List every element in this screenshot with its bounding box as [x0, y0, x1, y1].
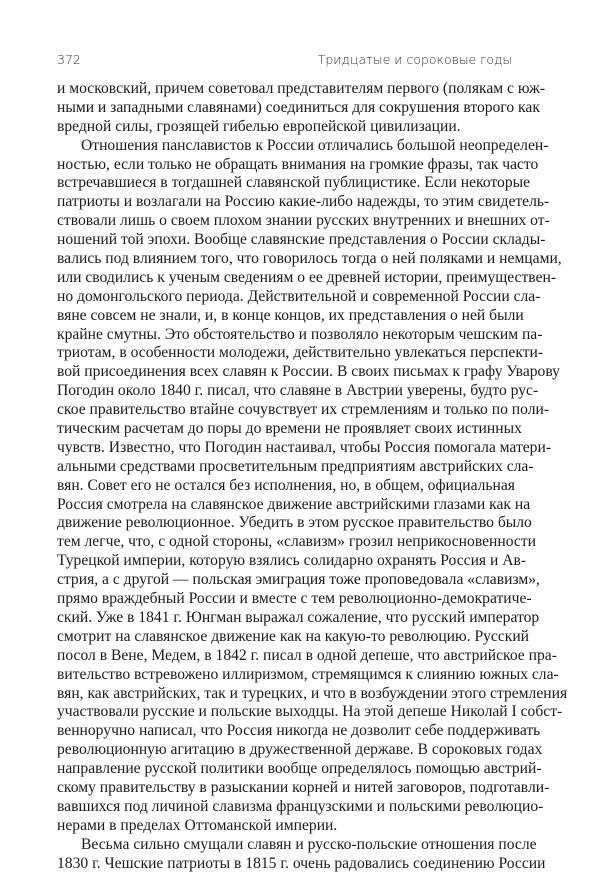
text-line: вредной силы, грозящей гибелью европейской цивилизации. [57, 117, 461, 135]
text-line: альными средствами просветительным предприятиям австрийских сла- [57, 457, 534, 475]
text-line: или сводились к ученым сведениям о ее древней истории, преимуществен- [57, 268, 557, 286]
text-line: ское правительство втайне сочувствует их стремлениям и только по поли- [57, 401, 550, 419]
body-text [57, 80, 568, 873]
text-line: ностью, если только не обращать внимания на громкие фразы, так часто [57, 155, 539, 173]
text-line: Погодин около 1840 г. писал, что славяне в Австрии уверены, будто рус- [57, 382, 539, 400]
text-line: направление русской политики вообще определялось помощью австрий- [57, 760, 542, 778]
text-line: нерами в пределах Оттоманской империи. [57, 816, 338, 834]
text-line: Отношения панславистов к России отличались большой неопределен- [81, 136, 549, 154]
text-line: вались под влиянием того, что говорилось тогда о ней поляками и немцами, [57, 250, 562, 268]
text-line: и московский, причем советовал представителям первого (полякам с юж- [57, 80, 546, 97]
text-line: стрия, а с другой — польская эмиграция тоже проповедовала «славизм», [57, 571, 540, 589]
text-line: прямо враждебный России и вместе с тем революционно-демократиче- [57, 590, 532, 608]
text-line: венноручно написал, что Россия никогда не дозволит себе поддерживать [57, 722, 541, 740]
text-line: крайне смутны. Это обстоятельство и позволяло некоторым чешским па- [57, 325, 543, 343]
text-line: Весьма сильно смущали славян и русско-польские отношения после [81, 835, 537, 853]
text-line: тическим расчетам до поры до времени не проявляет своих истинных [57, 420, 522, 438]
text-line: встречавшиеся в тогдашней славянской публицистике. Если некоторые [57, 174, 531, 192]
text-line: вительство встревожено иллиризмом, стремящимся к слиянию южных сла- [57, 665, 559, 683]
text-line: вяне совсем не знали, и, в конце концов, их представления о ней были [57, 306, 524, 324]
text-line: патриоты и возлагали на Россию какие-либо надежды, то этим свидетель- [57, 193, 550, 211]
text-line: движение революционное. Убедить в этом русское правительство было [57, 514, 532, 532]
text-line: ский. Уже в 1841 г. Юнгман выражал сожаление, что русский император [57, 608, 540, 626]
text-line: Россия смотрела на славянское движение австрийскими глазами как на [57, 495, 531, 513]
text-line: тем легче, что, с одной стороны, «славизм» грозил неприкосновенности [57, 533, 536, 551]
text-line: участвовали русские и польские выходцы. На этой депеше Николай I собст- [57, 703, 563, 721]
text-line: чувств. Известно, что Погодин настаивал, чтобы Россия помогала матери- [57, 438, 552, 456]
text-line: вян. Совет его не остался без исполнения, но, в общем, официальная [57, 476, 515, 494]
text-line: смотрит на славянское движение как на какую-то революцию. Русский [57, 627, 530, 645]
text-line: ными и западными славянами) соединиться для сокрушения второго как [57, 98, 540, 116]
text-line: ствовали лишь о своем плохом знании русских внутренних и внешних от- [57, 212, 550, 230]
text-line: вян, как австрийских, так и турецких, и что в возбуждении этого стремления [57, 684, 568, 702]
text-line: вавшихся под личиной славизма французскими и польскими революцио- [57, 797, 544, 815]
page-number: 372 [57, 52, 81, 67]
running-title: Тридцатые и сороковые годы [317, 52, 512, 67]
text-line: Турецкой империи, которую взялись солидарно охранять Россия и Ав- [57, 552, 527, 570]
text-line: ношений той эпохи. Вообще славянские представления о России склады- [57, 231, 546, 249]
text-line: скому правительству в разыскании корней и нитей заговоров, подготавли- [57, 778, 550, 796]
text-line: но домонгольского периода. Действительной и современной России сла- [57, 287, 541, 305]
text-line: 1830 г. Чешские патриоты в 1815 г. очень радовались соединению России [57, 854, 546, 872]
text-line: триотам, в особенности молодежи, действительно увлекаться перспекти- [57, 344, 544, 362]
text-line: вой присоединения всех славян к России. В своих письмах к графу Уварову [57, 363, 560, 381]
text-line: посол в Вене, Медем, в 1842 г. писал в одной депеше, что австрийское пра- [57, 646, 557, 664]
text-line: революционную агитацию в дружественной державе. В сороковых годах [57, 741, 543, 759]
